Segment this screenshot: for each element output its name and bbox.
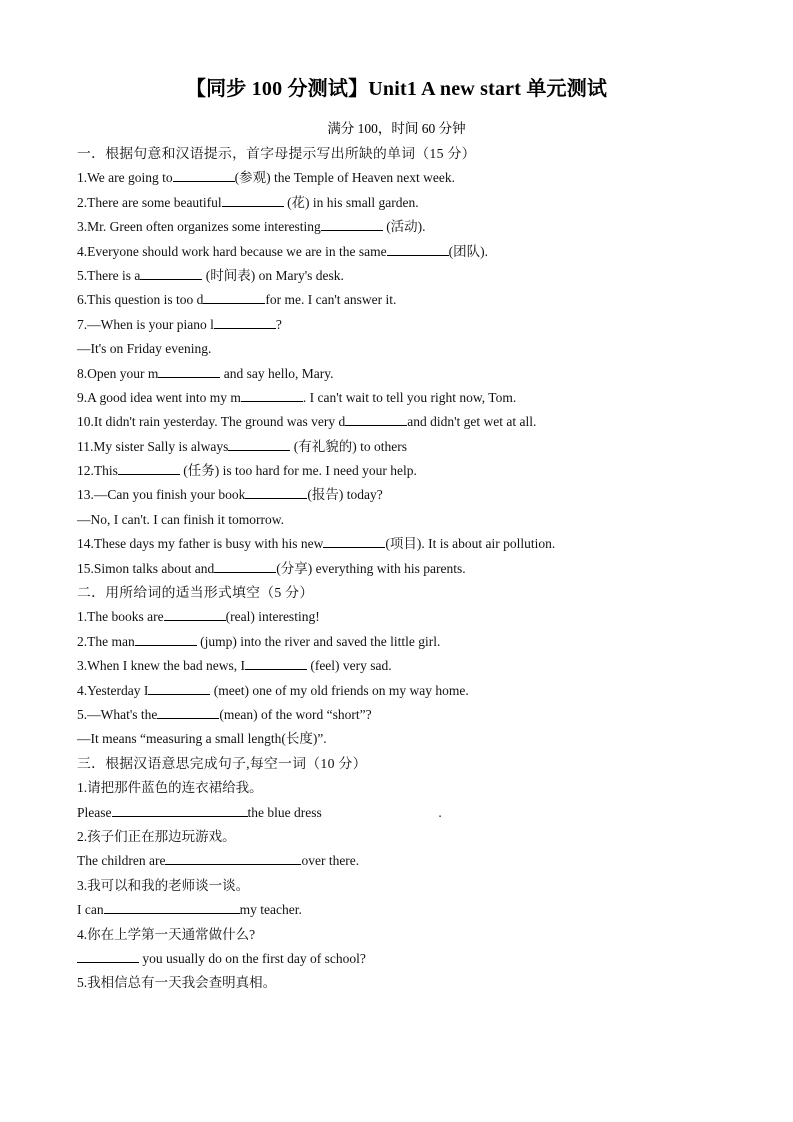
question-text-pre: 5.There is a <box>77 267 141 283</box>
question-line <box>77 727 737 751</box>
question-text-pre: 3.我可以和我的老师谈一谈。 <box>77 877 250 893</box>
question-text-pre: 4.Everyone should work hard because we are in the same <box>77 243 387 259</box>
question-text-pre: 9.A good idea went into my m <box>77 389 241 405</box>
question-text-pre: 4.Yesterday I <box>77 682 149 698</box>
answer-blank[interactable] <box>323 535 385 548</box>
question-text-pre: Please <box>77 804 112 820</box>
question-text-post: you usually do on the first day of school? <box>139 950 366 966</box>
answer-blank[interactable] <box>321 218 383 231</box>
question-text-pre: 8.Open your m <box>77 365 159 381</box>
question-text-post: (feel) very sad. <box>306 658 392 674</box>
sentence-end-period: . <box>438 804 442 820</box>
answer-blank[interactable] <box>165 852 301 865</box>
answer-blank[interactable] <box>157 706 219 719</box>
question-text-post: . I can't wait to tell you right now, Tom. <box>302 389 517 405</box>
answer-blank[interactable] <box>203 291 265 304</box>
question-line <box>77 557 737 581</box>
question-text-post: (花) in his small garden. <box>283 194 419 210</box>
answer-blank[interactable] <box>214 315 276 328</box>
question-text-pre: 5.—What's the <box>77 706 158 722</box>
answer-blank[interactable] <box>214 559 276 572</box>
question-line <box>77 264 737 288</box>
question-text-post: for me. I can't answer it. <box>265 292 397 308</box>
question-text-post: (real) interesting! <box>225 609 320 625</box>
answer-blank[interactable] <box>140 267 202 280</box>
question-text-pre: 12.This <box>77 463 118 479</box>
question-text-pre: 4.你在上学第一天通常做什么? <box>77 926 256 942</box>
question-line <box>77 215 737 239</box>
question-line <box>77 923 737 947</box>
question-text-pre: 3.Mr. Green often organizes some interesting <box>77 219 321 235</box>
answer-blank[interactable] <box>118 462 180 475</box>
question-text-post: (分享) everything with his parents. <box>276 560 466 576</box>
question-line <box>77 776 737 800</box>
question-line <box>77 362 737 386</box>
answer-blank[interactable] <box>104 901 240 914</box>
question-line <box>77 703 737 727</box>
answer-blank[interactable] <box>241 389 303 402</box>
question-line <box>77 679 737 703</box>
question-text-post: and say hello, Mary. <box>220 365 334 381</box>
answer-blank[interactable] <box>345 413 407 426</box>
question-text-post: (jump) into the river and saved the little girl. <box>196 633 441 649</box>
question-line <box>77 191 737 215</box>
question-text-pre: I can <box>77 902 104 918</box>
question-line <box>77 532 737 556</box>
question-line <box>77 435 737 459</box>
answer-blank[interactable] <box>245 486 307 499</box>
question-text-pre: 1.请把那件蓝色的连衣裙给我。 <box>77 780 263 796</box>
answer-blank[interactable] <box>245 657 307 670</box>
question-text-pre: 1.The books are <box>77 609 164 625</box>
section-heading-2: 二．用所给词的适当形式填空（5 分） <box>77 585 314 601</box>
question-line <box>77 410 737 434</box>
question-line <box>77 898 737 922</box>
question-text-post: my teacher. <box>239 902 302 918</box>
question-text-post: ? <box>275 316 282 332</box>
question-text-pre: —It means “measuring a small length(长度)”. <box>77 731 327 747</box>
answer-blank[interactable] <box>228 437 290 450</box>
question-text-pre: 13.—Can you finish your book <box>77 487 246 503</box>
exam-info-subtitle: 满分 100，时间 60 分钟 <box>327 121 466 136</box>
question-line <box>77 288 737 312</box>
answer-blank[interactable] <box>112 803 248 816</box>
question-text-post: (有礼貌的) to others <box>290 438 407 454</box>
question-text-pre: 2.There are some beautiful <box>77 194 222 210</box>
question-line <box>77 508 737 532</box>
question-line <box>77 825 737 849</box>
answer-blank[interactable] <box>173 169 235 182</box>
answer-blank[interactable] <box>222 193 284 206</box>
question-line <box>77 605 737 629</box>
question-line <box>77 630 737 654</box>
question-line <box>77 874 737 898</box>
question-text-pre: 1.We are going to <box>77 170 173 186</box>
question-text-pre: 5.我相信总有一天我会查明真相。 <box>77 975 277 991</box>
question-text-pre: 7.—When is your piano l <box>77 316 214 332</box>
question-line <box>77 459 737 483</box>
question-text-post: (团队). <box>448 243 489 259</box>
answer-blank[interactable] <box>158 364 220 377</box>
question-line <box>77 947 737 971</box>
section-heading-3: 三．根据汉语意思完成句子,每空一词（10 分） <box>77 755 367 771</box>
question-text-pre: 6.This question is too d <box>77 292 204 308</box>
answer-blank[interactable] <box>135 632 197 645</box>
question-text-pre: 15.Simon talks about and <box>77 560 215 576</box>
question-text-post: (meet) one of my old friends on my way home. <box>210 682 469 698</box>
answer-blank[interactable] <box>164 608 226 621</box>
question-line <box>77 971 737 995</box>
question-text-post: (任务) is too hard for me. I need your help. <box>179 463 417 479</box>
question-text-post: (项目). It is about air pollution. <box>385 536 556 552</box>
question-text-post: (参观) the Temple of Heaven next week. <box>234 170 455 186</box>
answer-blank[interactable] <box>148 681 210 694</box>
question-text-post: the blue dress <box>247 804 322 820</box>
question-text-post: (报告) today? <box>307 487 383 503</box>
question-line <box>77 166 737 190</box>
question-text-post: (时间表) on Mary's desk. <box>202 267 344 283</box>
answer-blank[interactable] <box>77 949 139 962</box>
question-text-post: (活动). <box>382 219 426 235</box>
question-text-pre: 14.These days my father is busy with his new <box>77 536 324 552</box>
question-line <box>77 386 737 410</box>
question-line <box>77 849 737 873</box>
question-line <box>77 801 737 825</box>
question-line <box>77 240 737 264</box>
question-text-post: and didn't get wet at all. <box>407 414 537 430</box>
question-text-pre: 3.When I knew the bad news, I <box>77 658 245 674</box>
question-text-post: (mean) of the word “short”? <box>219 706 372 722</box>
question-text-post: over there. <box>301 853 360 869</box>
question-text-pre: 10.It didn't rain yesterday. The ground was very d <box>77 414 346 430</box>
question-line <box>77 654 737 678</box>
question-text-pre: 11.My sister Sally is always <box>77 438 229 454</box>
question-line <box>77 483 737 507</box>
question-text-pre: The children are <box>77 853 166 869</box>
question-text-pre: —It's on Friday evening. <box>77 341 212 357</box>
page-title: 【同步 100 分测试】Unit1 A new start 单元测试 <box>185 78 608 100</box>
section-heading-1: 一．根据句意和汉语提示，首字母提示写出所缺的单词（15 分） <box>77 146 476 161</box>
question-text-pre: 2.孩子们正在那边玩游戏。 <box>77 828 236 844</box>
worksheet-body <box>77 142 737 996</box>
question-text-pre: —No, I can't. I can finish it tomorrow. <box>77 511 285 527</box>
answer-blank[interactable] <box>387 242 449 255</box>
question-line <box>77 337 737 361</box>
question-text-pre: 2.The man <box>77 633 135 649</box>
question-line <box>77 313 737 337</box>
